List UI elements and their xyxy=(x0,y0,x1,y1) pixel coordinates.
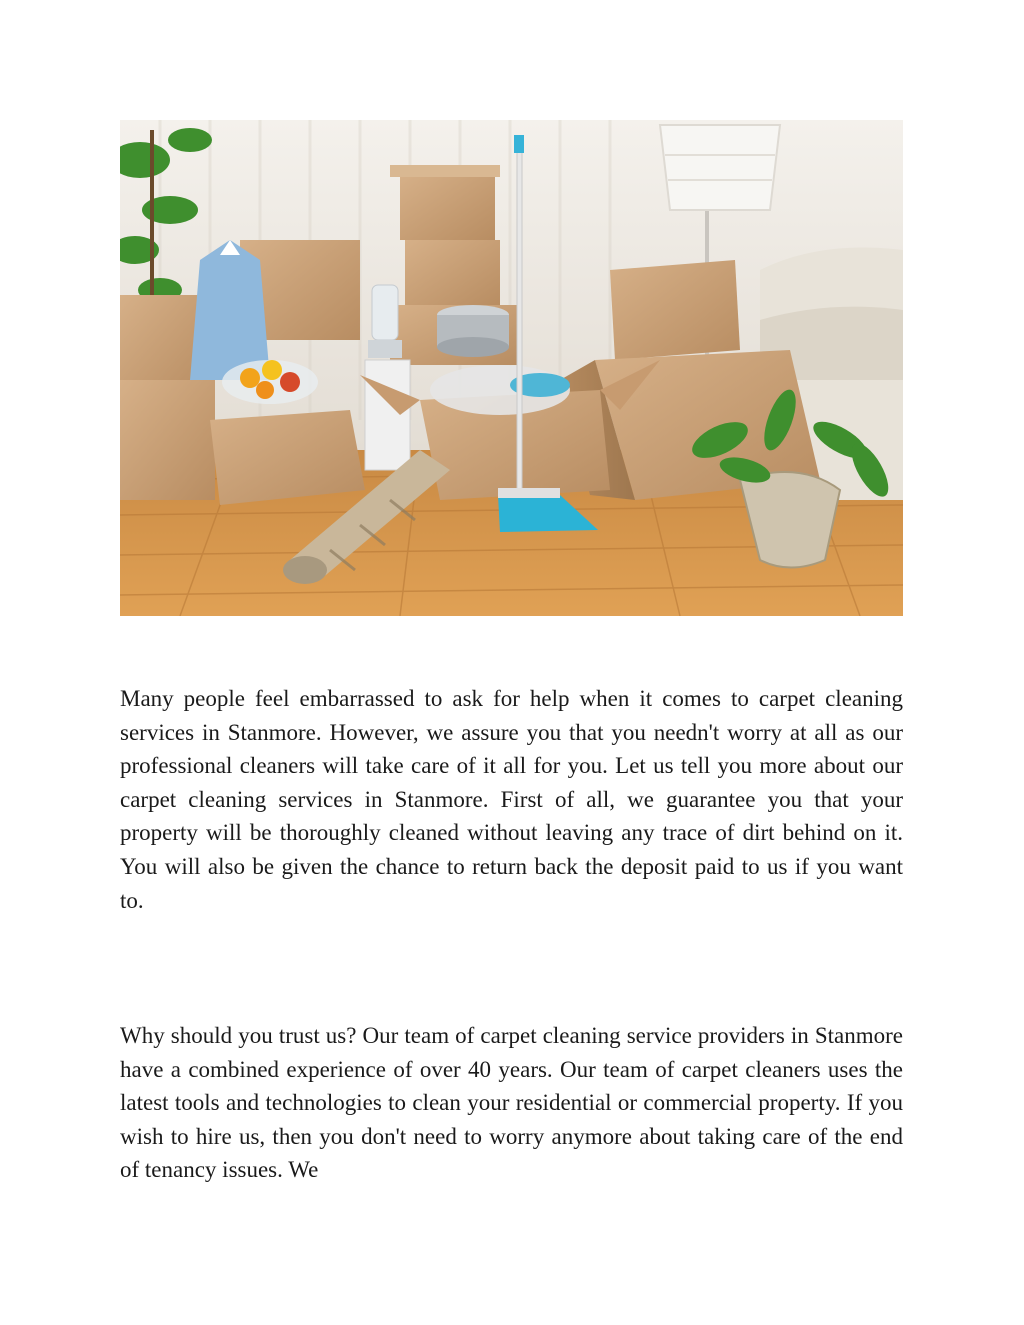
paragraph-intro: Many people feel embarrassed to ask for help when it comes to carpet cleaning services in Stanmore. However, we assure you that you needn't worry at all as our professional cleaners will take care of it all for you. Let us tell you more about our carpet cleaning services in Stanmore. First of all, we guarantee you that your property will be thoroughly cleaned without leaving any trace of dirt behind on it. You will also be given the chance to return back the deposit paid to us if you want to. xyxy=(120,686,903,913)
photo-illustration xyxy=(120,120,903,616)
paragraph-trust: Why should you trust us? Our team of carpet cleaning service providers in Stanmore have a combined experience of over 40 years. Our team of carpet cleaners uses the latest tools and technologies to clean your residential or commercial property. If you wish to hire us, then you don't need to worry anymore about taking care of the end of tenancy issues. We xyxy=(120,1023,903,1183)
moving-boxes-photo xyxy=(120,120,903,616)
